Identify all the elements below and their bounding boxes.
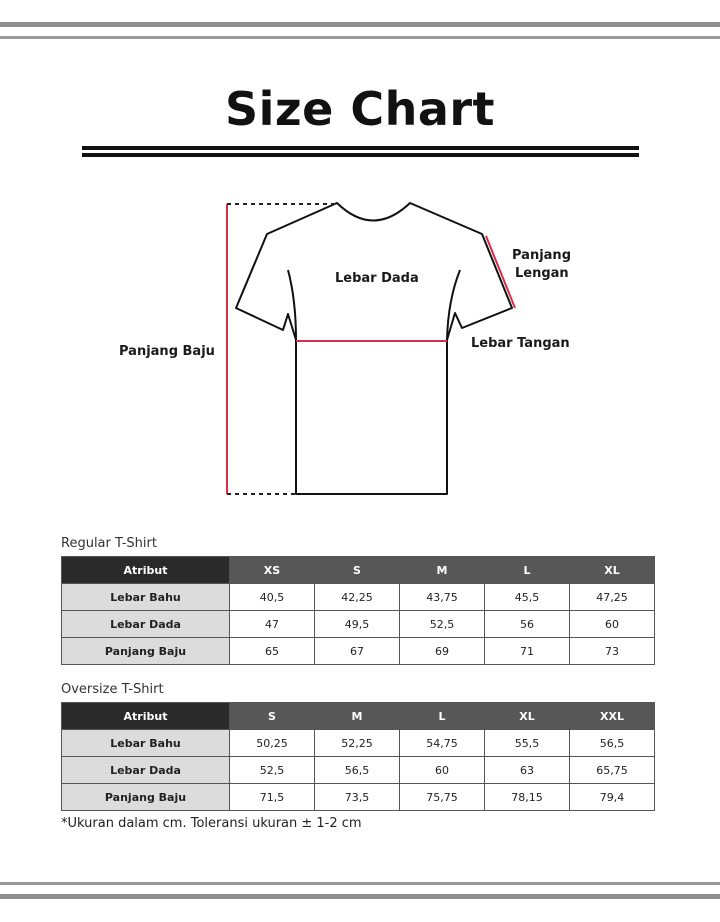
row-label: Panjang Baju [62,784,230,811]
table-cell: 73,5 [315,784,400,811]
header-cell: Atribut [62,703,230,730]
table-cell: 63 [485,757,570,784]
table-cell: 73 [570,638,655,665]
row-label: Lebar Bahu [62,730,230,757]
table-row [62,611,655,638]
table-cell: 56,5 [315,757,400,784]
table-cell: 49,5 [315,611,400,638]
header-cell: S [230,703,315,730]
header-cell: L [400,703,485,730]
table-cell: 52,5 [400,611,485,638]
table-cell: 60 [570,611,655,638]
oversize-size-table [61,702,655,811]
table-cell: 42,25 [315,584,400,611]
table-cell: 60 [400,757,485,784]
table-cell: 56 [485,611,570,638]
bottom-frame-bar [0,894,720,899]
table-cell: 55,5 [485,730,570,757]
header-cell: L [485,557,570,584]
label-panjang-lengan-line2: Lengan [515,266,569,281]
regular-size-table [61,556,655,665]
right-armpit-line [447,270,460,340]
header-cell: XL [485,703,570,730]
header-cell: XXL [570,703,655,730]
row-label: Lebar Dada [62,611,230,638]
header-cell: XS [230,557,315,584]
table-cell: 79,4 [570,784,655,811]
table-cell: 54,75 [400,730,485,757]
header-cell: S [315,557,400,584]
size-tolerance-note: *Ukuran dalam cm. Toleransi ukuran ± 1-2 cm [61,816,362,831]
table-cell: 78,15 [485,784,570,811]
row-label: Lebar Bahu [62,584,230,611]
table-cell: 71 [485,638,570,665]
table-cell: 75,75 [400,784,485,811]
bottom-frame-line [0,882,720,885]
page-title: Size Chart [224,82,496,136]
table-cell: 52,5 [230,757,315,784]
table-row [62,757,655,784]
label-lebar-dada: Lebar Dada [335,271,419,286]
table-row [62,784,655,811]
regular-section-title: Regular T-Shirt [61,536,157,551]
table-header-row [62,703,655,730]
table-cell: 45,5 [485,584,570,611]
table-cell: 65 [230,638,315,665]
header-cell: M [400,557,485,584]
table-cell: 40,5 [230,584,315,611]
label-lebar-tangan: Lebar Tangan [471,336,570,351]
header-cell: XL [570,557,655,584]
table-header-row [62,557,655,584]
table-row [62,730,655,757]
table-row [62,638,655,665]
sleeve-measure-line [486,236,515,308]
table-row [62,584,655,611]
header-cell: M [315,703,400,730]
table-cell: 43,75 [400,584,485,611]
table-cell: 67 [315,638,400,665]
label-panjang-baju: Panjang Baju [119,344,215,359]
label-panjang-lengan-line1: Panjang [512,248,571,263]
oversize-section-title: Oversize T-Shirt [61,682,164,697]
row-label: Panjang Baju [62,638,230,665]
table-cell: 50,25 [230,730,315,757]
table-cell: 69 [400,638,485,665]
table-cell: 71,5 [230,784,315,811]
table-cell: 56,5 [570,730,655,757]
table-cell: 47 [230,611,315,638]
row-label: Lebar Dada [62,757,230,784]
table-cell: 65,75 [570,757,655,784]
header-cell: Atribut [62,557,230,584]
table-cell: 52,25 [315,730,400,757]
table-cell: 47,25 [570,584,655,611]
